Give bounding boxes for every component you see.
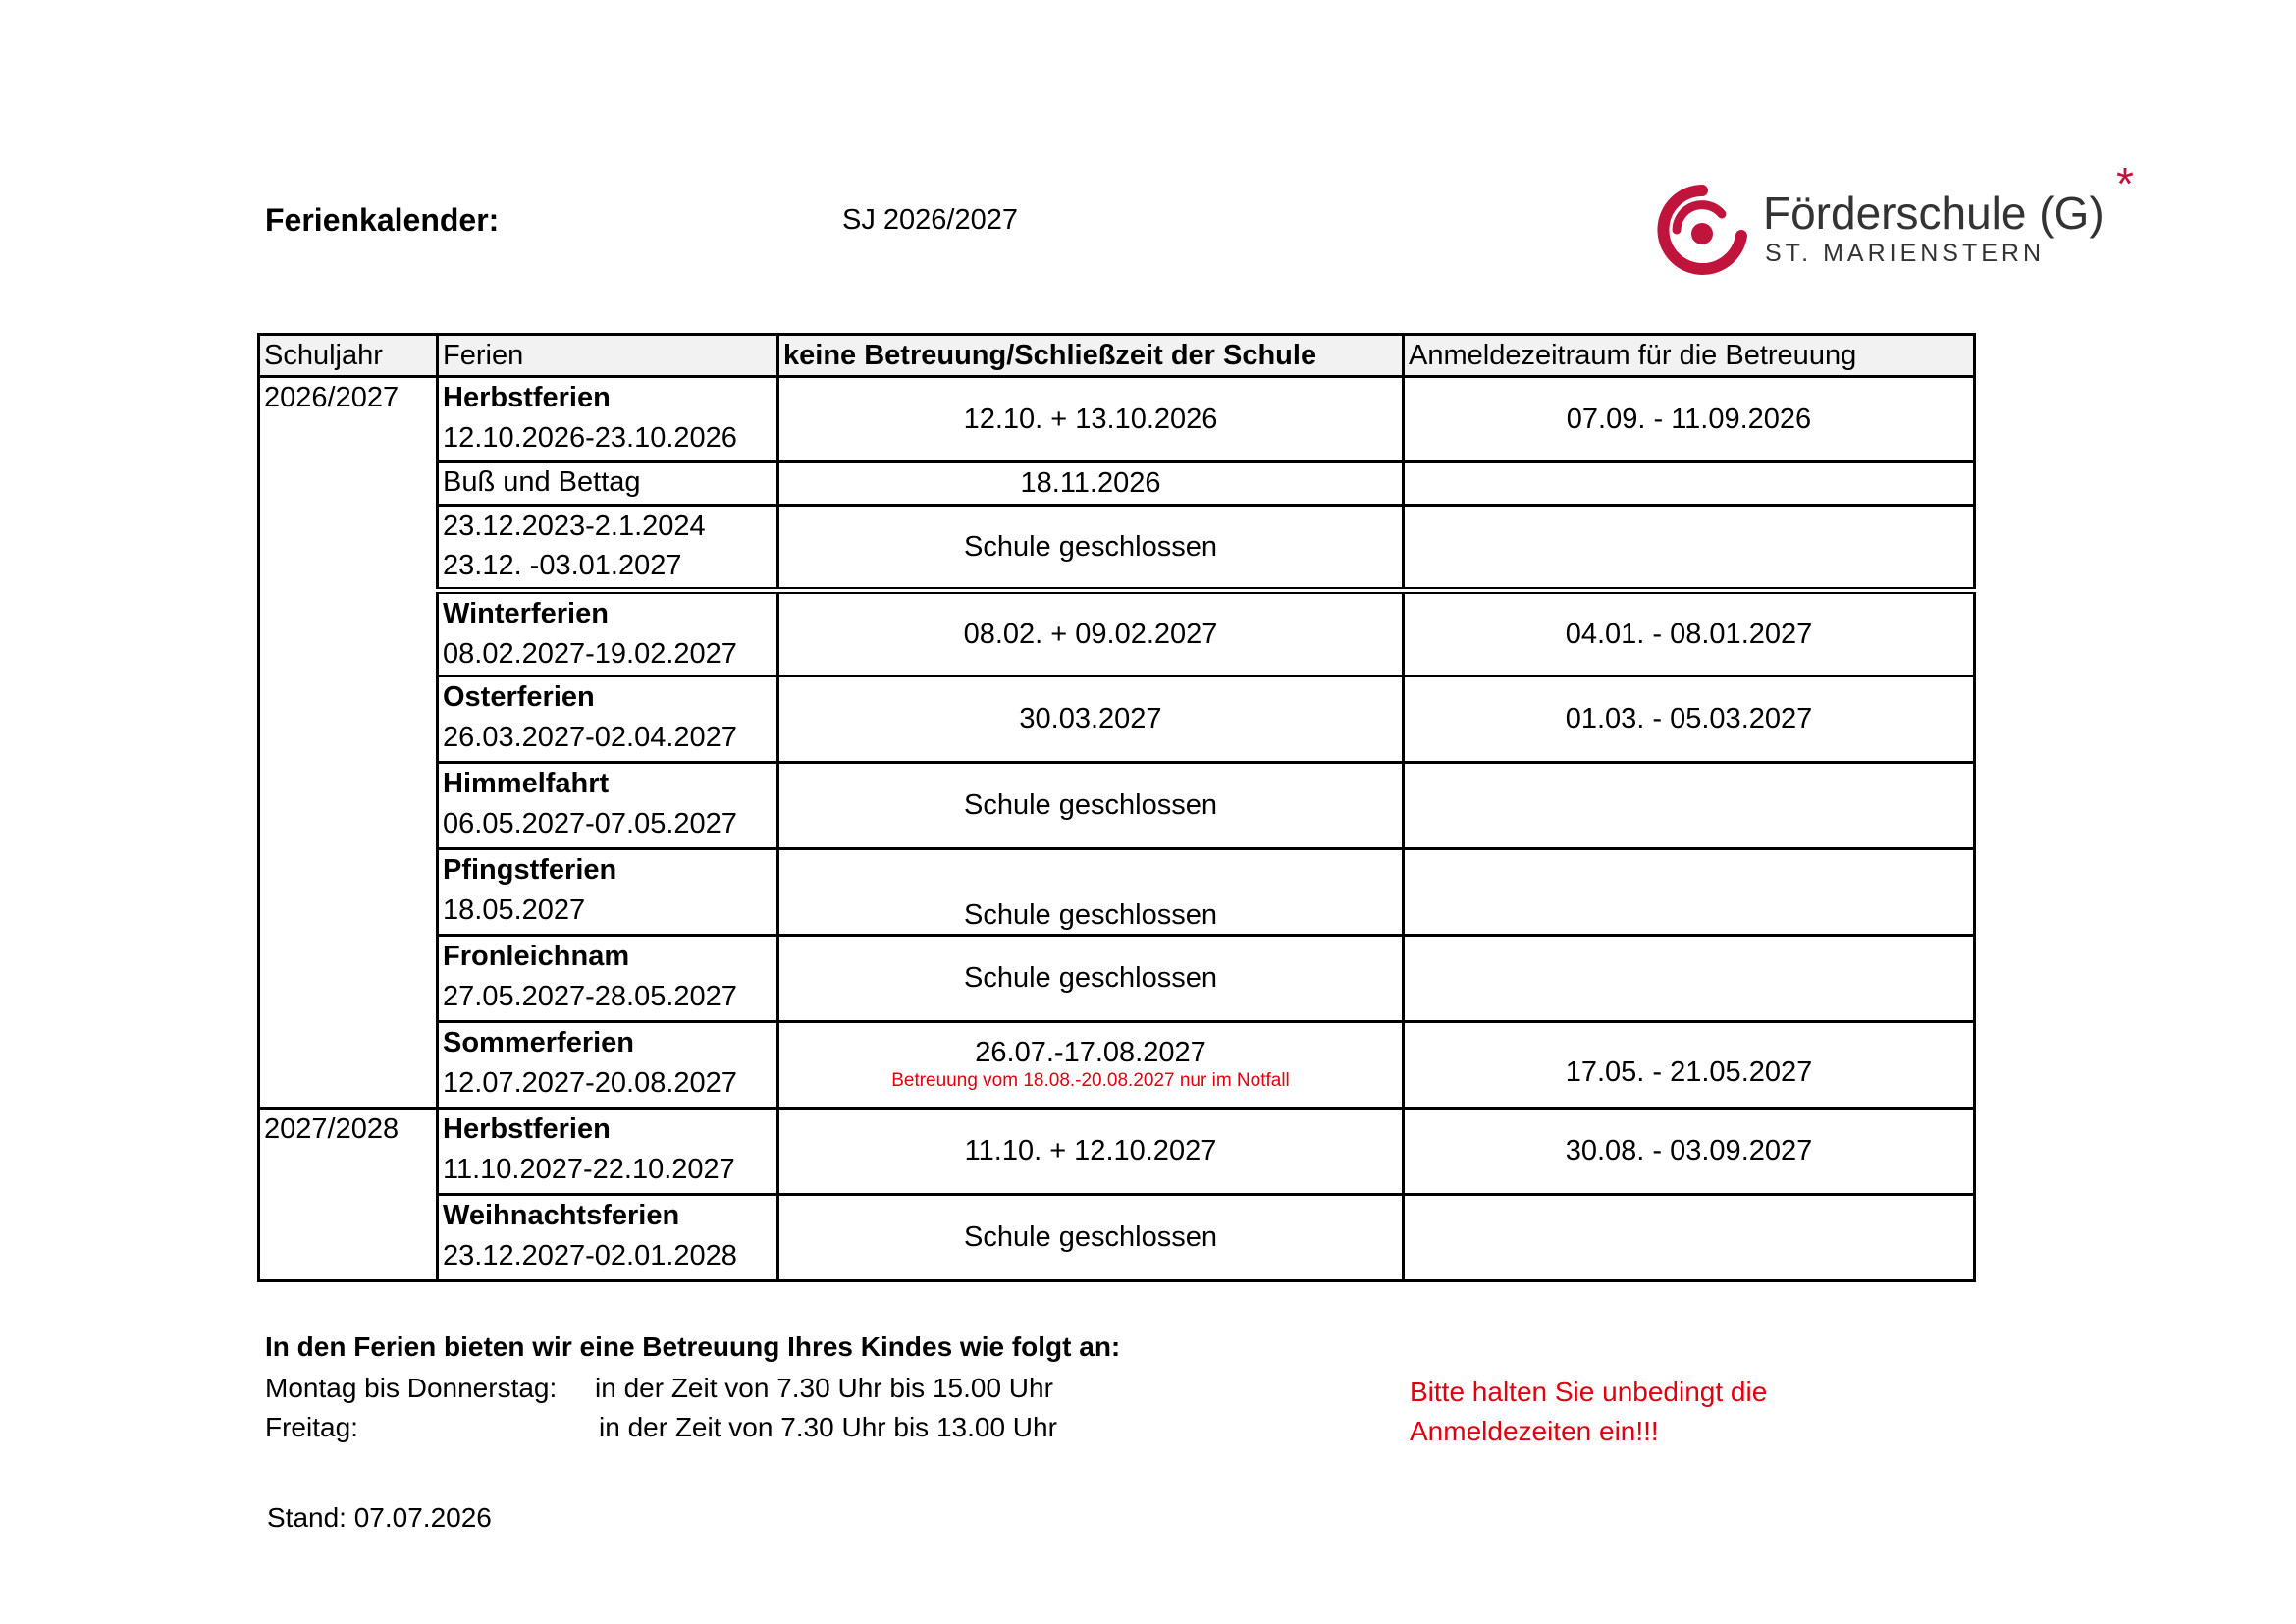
registration-cell <box>1404 936 1975 1022</box>
closure-cell: Schule geschlossen <box>778 506 1404 591</box>
column-header-registration: Anmeldezeitraum für die Betreuung <box>1404 335 1975 377</box>
holiday-dates: 18.05.2027 <box>443 894 586 926</box>
care-weekday-label: Montag bis Donnerstag: <box>265 1373 558 1403</box>
closure-cell: 08.02. + 09.02.2027 <box>778 591 1404 677</box>
holiday-cell <box>438 849 778 936</box>
document-title: Ferienkalender: <box>265 202 500 238</box>
holiday-name: Herbstferien <box>443 382 611 413</box>
closure-cell: 18.11.2026 <box>778 462 1404 506</box>
holiday-cell <box>438 936 778 1022</box>
holiday-cell <box>438 1022 778 1109</box>
holiday-dates: 12.10.2026-23.10.2026 <box>443 422 737 454</box>
logo-name: Förderschule (G) <box>1763 188 2105 239</box>
column-header-closure: keine Betreuung/Schließzeit der Schule <box>778 335 1404 377</box>
registration-cell <box>1404 506 1975 591</box>
closure-cell: Schule geschlossen <box>778 763 1404 849</box>
holiday-name: 23.12.2023-2.1.2024 <box>443 511 706 542</box>
table-row <box>259 591 1975 677</box>
holiday-name: Pfingstferien <box>443 854 617 886</box>
holiday-dates: 23.12.2027-02.01.2028 <box>443 1240 737 1272</box>
care-friday-label: Freitag: <box>265 1412 358 1442</box>
holiday-cell <box>438 377 778 462</box>
closure-cell: 11.10. + 12.10.2027 <box>778 1109 1404 1195</box>
holiday-name: Himmelfahrt <box>443 768 610 799</box>
care-friday-hours: in der Zeit von 7.30 Uhr bis 13.00 Uhr <box>599 1412 1057 1442</box>
holiday-cell <box>438 1195 778 1281</box>
holiday-cell <box>438 763 778 849</box>
holiday-name: Herbstferien <box>443 1113 611 1145</box>
table-row <box>259 936 1975 1022</box>
registration-cell: 07.09. - 11.09.2026 <box>1404 377 1975 462</box>
column-header-schuljahr: Schuljahr <box>259 335 438 377</box>
holiday-cell <box>438 1109 778 1195</box>
holiday-name: Weihnachtsferien <box>443 1200 680 1231</box>
closure-cell: 30.03.2027 <box>778 677 1404 763</box>
closure-dates: 26.07.-17.08.2027 <box>975 1037 1206 1068</box>
closure-cell: 12.10. + 13.10.2026 <box>778 377 1404 462</box>
holiday-name: Sommerferien <box>443 1027 635 1058</box>
care-weekday-hours: in der Zeit von 7.30 Uhr bis 15.00 Uhr <box>595 1373 1053 1403</box>
closure-cell: Schule geschlossen <box>778 936 1404 1022</box>
holiday-dates: 12.07.2027-20.08.2027 <box>443 1067 737 1099</box>
holiday-dates: 23.12. -03.01.2027 <box>443 550 682 581</box>
closure-cell <box>778 1022 1404 1109</box>
holiday-cell <box>438 591 778 677</box>
holiday-cell <box>438 677 778 763</box>
holiday-name: Winterferien <box>443 598 609 629</box>
holiday-name: Buß und Bettag <box>443 466 641 498</box>
registration-cell <box>1404 1195 1975 1281</box>
table-header-row <box>259 335 1975 377</box>
holiday-dates: 11.10.2027-22.10.2027 <box>443 1154 735 1185</box>
table-row <box>259 506 1975 591</box>
registration-cell: 30.08. - 03.09.2027 <box>1404 1109 1975 1195</box>
registration-cell: 01.03. - 05.03.2027 <box>1404 677 1975 763</box>
emergency-care-note: Betreuung vom 18.08.-20.08.2027 nur im Notfall <box>891 1070 1290 1091</box>
holiday-calendar-table <box>257 333 1976 1282</box>
registration-cell <box>1404 462 1975 506</box>
column-header-ferien: Ferien <box>438 335 778 377</box>
asterisk-icon: * <box>2116 158 2134 209</box>
table-row <box>259 462 1975 506</box>
registration-cell: 17.05. - 21.05.2027 <box>1404 1022 1975 1109</box>
holiday-dates: 08.02.2027-19.02.2027 <box>443 638 737 670</box>
holiday-name: Osterferien <box>443 681 595 713</box>
table-row <box>259 763 1975 849</box>
table-row <box>259 1195 1975 1281</box>
registration-cell: 04.01. - 08.01.2027 <box>1404 591 1975 677</box>
holiday-name: Fronleichnam <box>443 941 630 972</box>
year-cell: 2026/2027 <box>259 377 438 1109</box>
school-logo <box>1657 157 2138 275</box>
closure-cell: Schule geschlossen <box>778 849 1404 936</box>
table-row <box>259 677 1975 763</box>
school-year-label: SJ 2026/2027 <box>842 204 1018 236</box>
care-heading: In den Ferien bieten wir eine Betreuung Ihres Kindes wie folgt an: <box>265 1331 1121 1362</box>
registration-reminder: Bitte halten Sie unbedingt die Anmeldezeiten ein!!! <box>1410 1377 1768 1446</box>
holiday-dates: 27.05.2027-28.05.2027 <box>443 981 737 1012</box>
school-logo-icon <box>1657 185 1747 275</box>
registration-cell <box>1404 763 1975 849</box>
table-row <box>259 1022 1975 1109</box>
registration-cell <box>1404 849 1975 936</box>
table-row <box>259 377 1975 462</box>
year-cell: 2027/2028 <box>259 1109 438 1281</box>
table-row <box>259 849 1975 936</box>
holiday-cell <box>438 462 778 506</box>
holiday-dates: 26.03.2027-02.04.2027 <box>443 722 737 753</box>
table-row <box>259 1109 1975 1195</box>
status-date: Stand: 07.07.2026 <box>267 1502 492 1533</box>
holiday-cell <box>438 506 778 591</box>
holiday-dates: 06.05.2027-07.05.2027 <box>443 808 737 839</box>
logo-subtitle: ST. MARIENSTERN <box>1765 240 2046 267</box>
closure-cell: Schule geschlossen <box>778 1195 1404 1281</box>
